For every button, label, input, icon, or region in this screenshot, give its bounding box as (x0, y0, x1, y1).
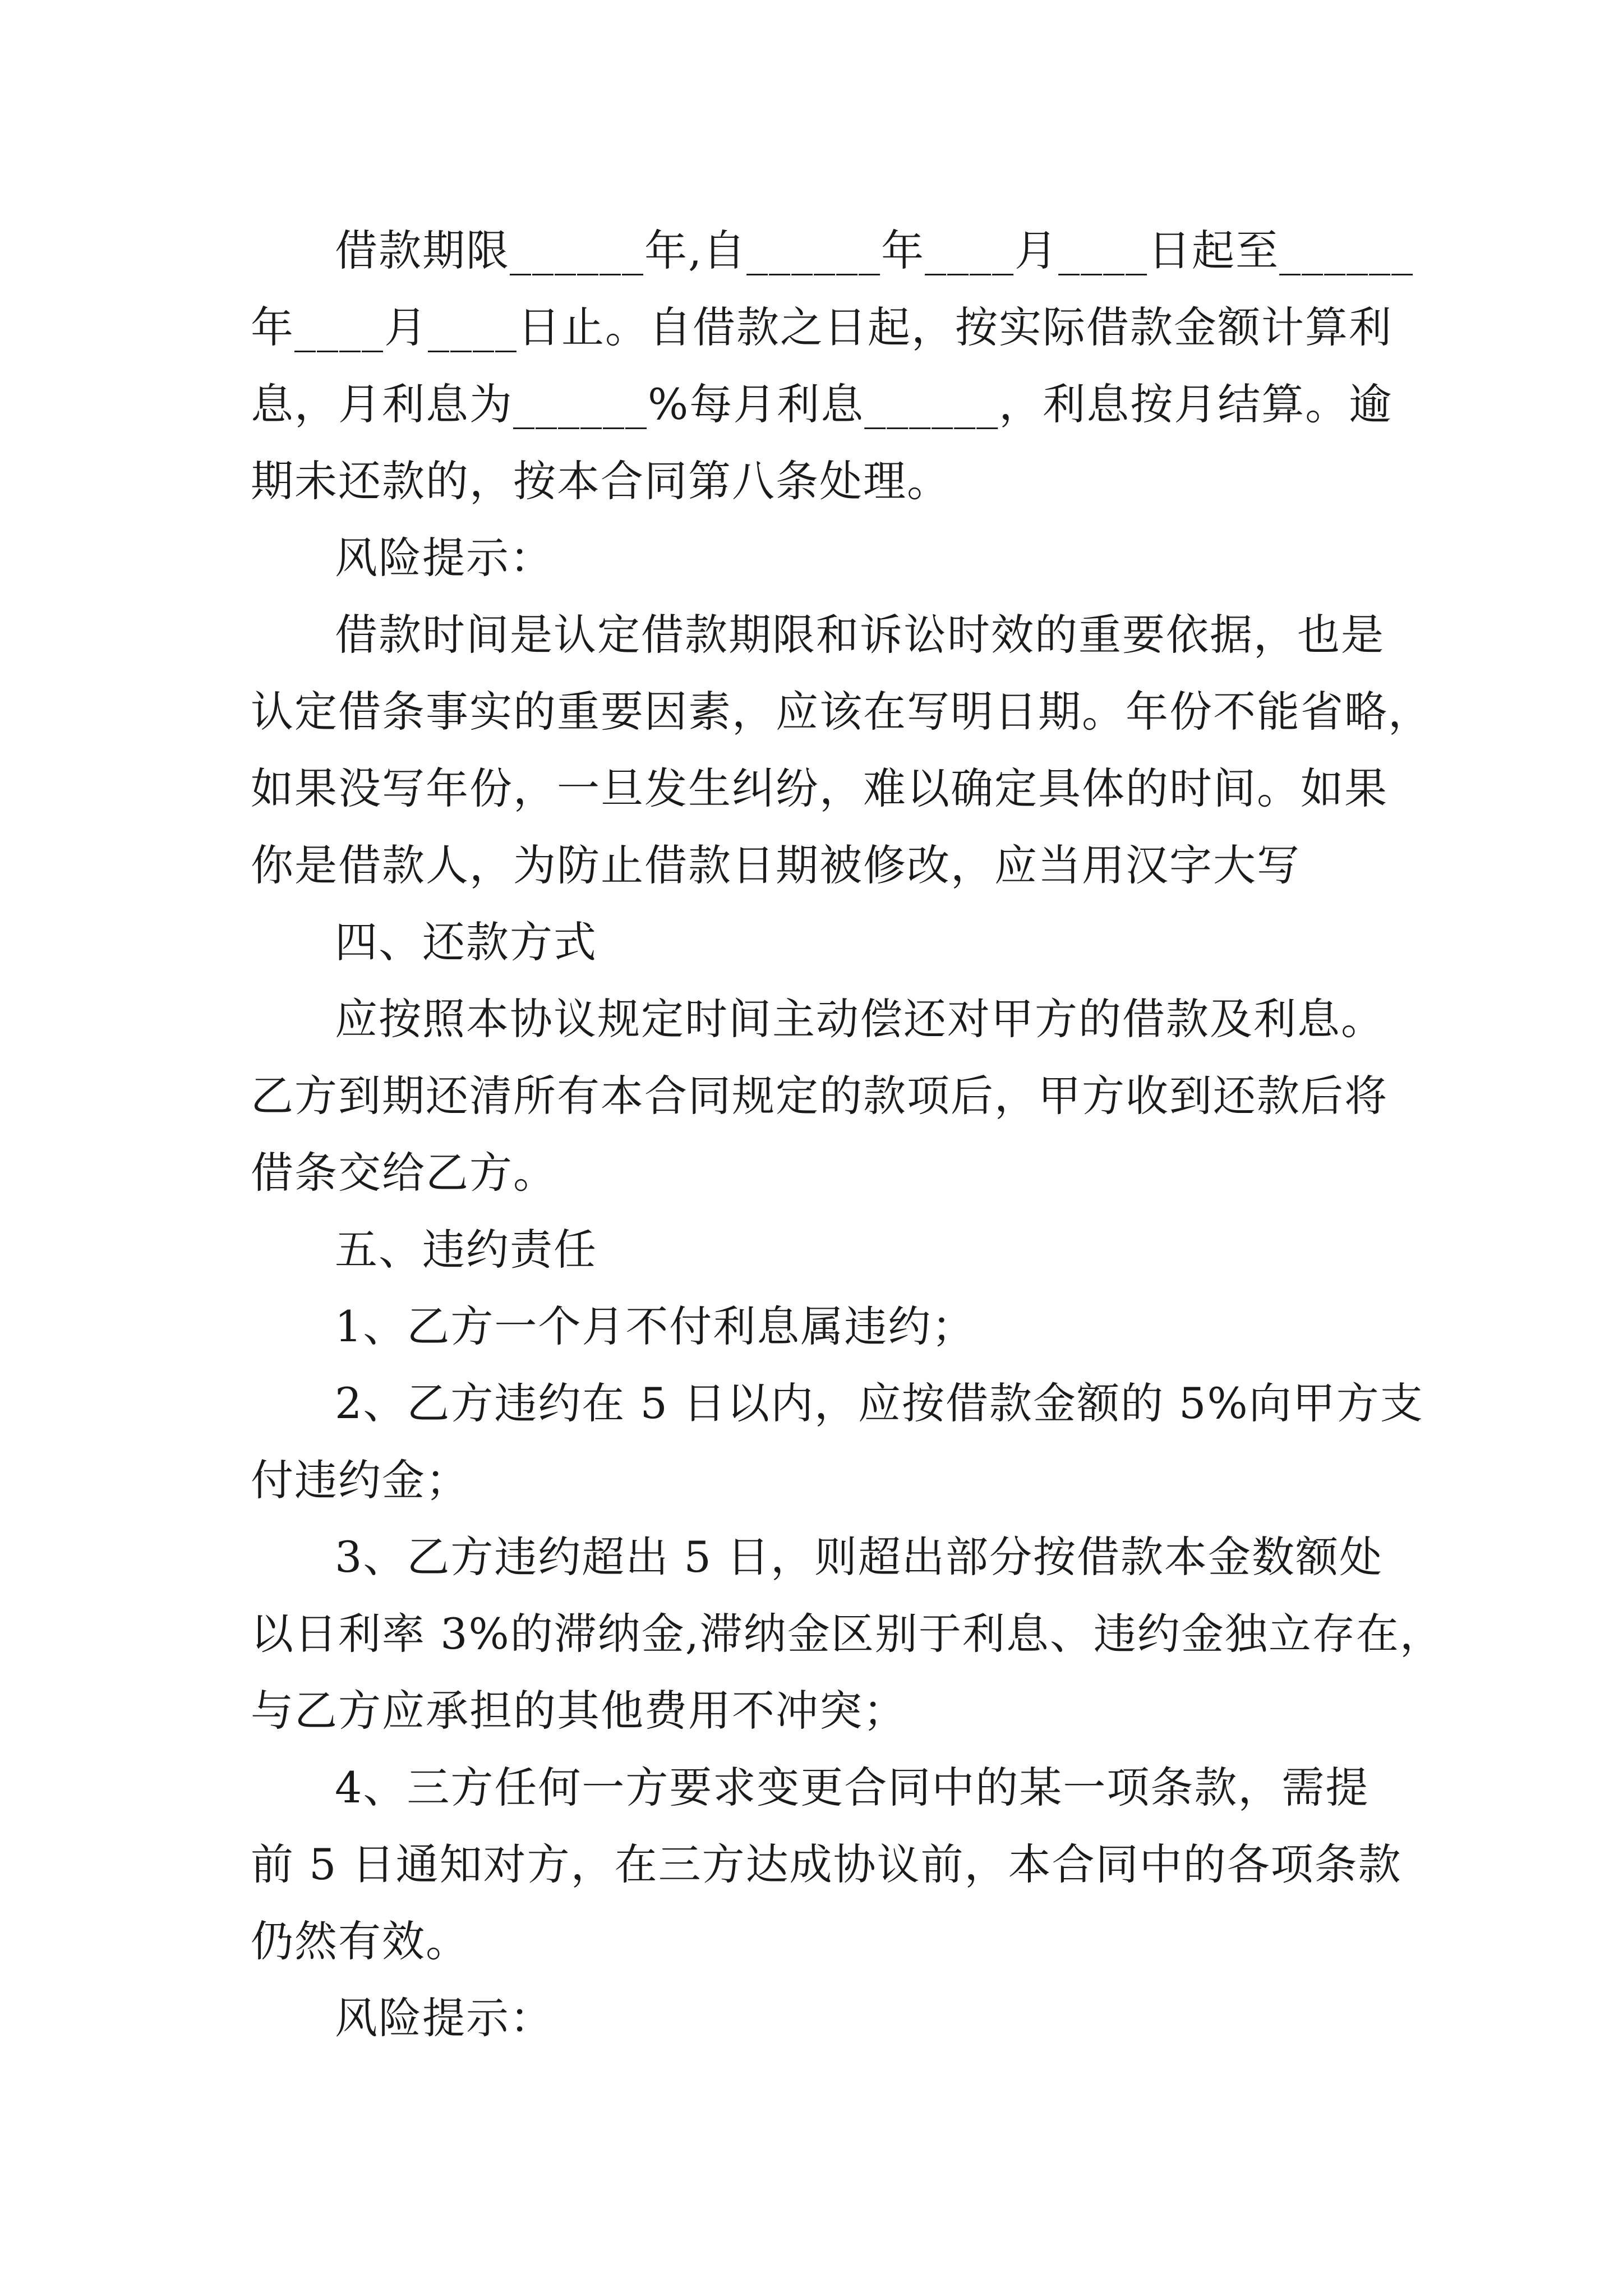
list-item: 3、乙方违约超出 5 日，则超出部分按借款本金数额处 (335, 1532, 1384, 1582)
text-line: 借款期限______年,自______年____月____日起至______ (335, 226, 1414, 275)
text-line: 仍然有效。 (251, 1916, 469, 1966)
text-line: 应按照本协议规定时间主动偿还对甲方的借款及利息。 (335, 994, 1385, 1044)
text-line: 付违约金； (251, 1455, 469, 1505)
text-line: 前 5 日通知对方，在三方达成协议前，本合同中的各项条款 (251, 1839, 1402, 1889)
text-line: 与乙方应承担的其他费用不冲突； (251, 1686, 907, 1736)
list-item: 4、三方任何一方要求变更合同中的某一项条款，需提 (335, 1763, 1370, 1812)
section-heading: 五、违约责任 (335, 1225, 597, 1274)
text-line: 期未还款的，按本合同第八条处理。 (251, 456, 951, 506)
list-item: 1、乙方一个月不付利息属违约； (335, 1301, 976, 1351)
text-line: 乙方到期还清所有本合同规定的款项后，甲方收到还款后将 (251, 1071, 1388, 1121)
text-line: 借条交给乙方。 (251, 1148, 557, 1198)
text-line: 年____月____日止。自借款之日起，按实际借款金额计算利 (251, 302, 1393, 352)
list-item: 2、乙方违约在 5 日以内，应按借款金额的 5%向甲方支 (335, 1378, 1424, 1428)
section-heading: 风险提示： (335, 533, 554, 583)
text-line: 认定借条事实的重要因素，应该在写明日期。年份不能省略， (251, 687, 1432, 737)
text-line: 以日利率 3%的滞纳金,滞纳金区别于利息、违约金独立存在， (251, 1609, 1444, 1659)
section-heading: 四、还款方式 (335, 917, 597, 967)
text-line: 你是借款人，为防止借款日期被修改，应当用汉字大写 (251, 840, 1301, 890)
document-body (251, 212, 1444, 2056)
text-line: 息，月利息为______%每月利息______，利息按月结算。逾 (251, 379, 1393, 429)
text-line: 如果没写年份，一旦发生纠纷，难以确定具体的时间。如果 (251, 763, 1388, 813)
section-heading: 风险提示： (335, 1993, 554, 2043)
text-line: 借款时间是认定借款期限和诉讼时效的重要依据，也是 (335, 610, 1385, 660)
